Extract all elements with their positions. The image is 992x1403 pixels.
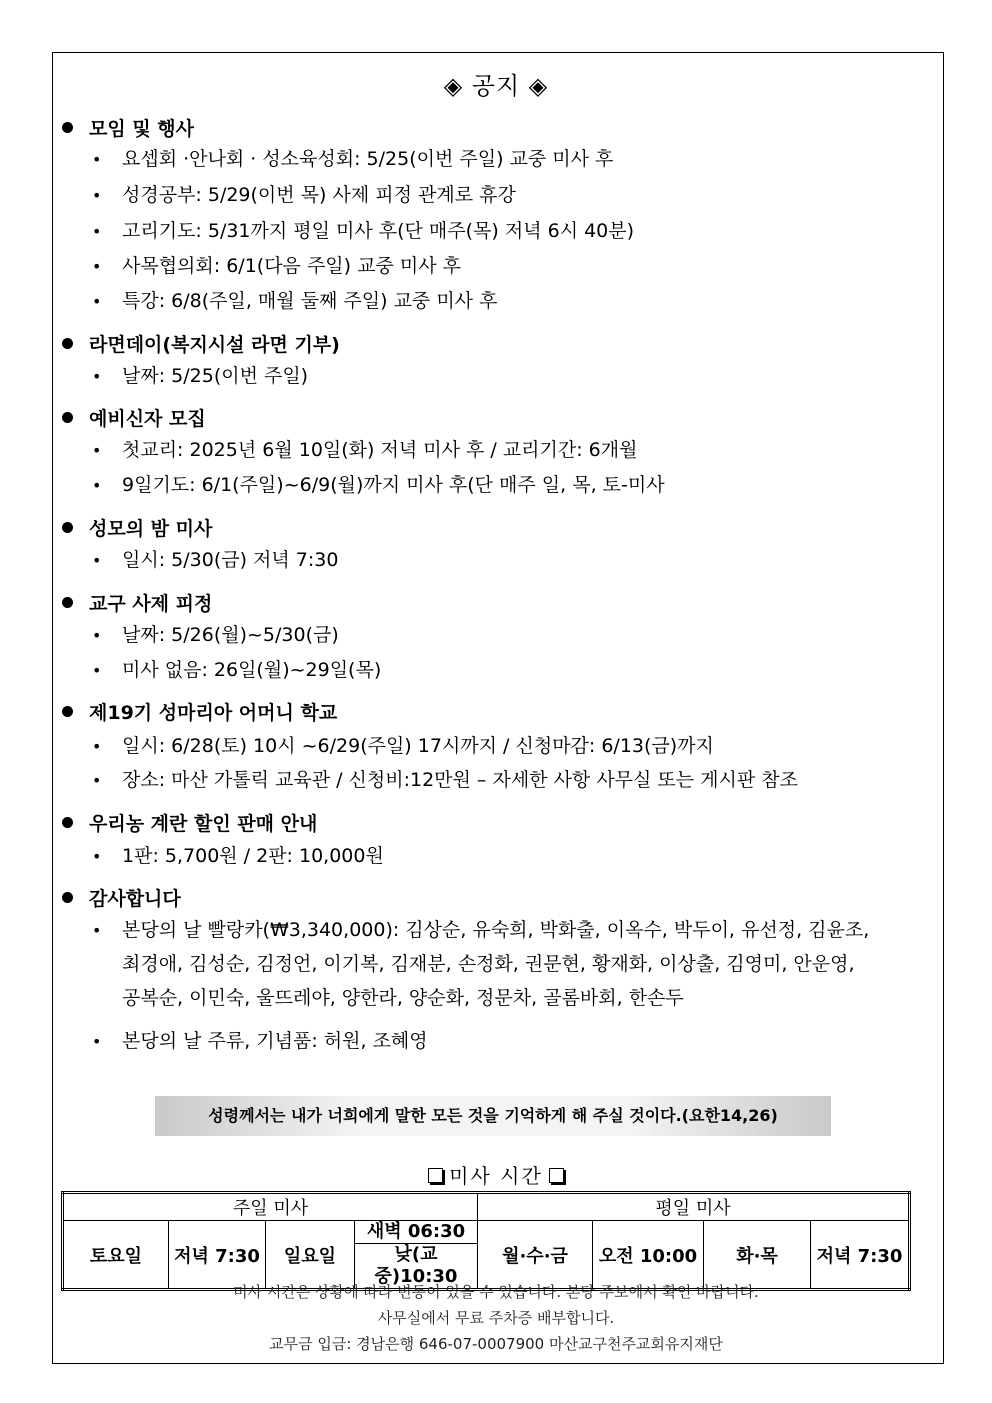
bullet-icon bbox=[62, 122, 73, 133]
list-item: • 장소: 마산 가톨릭 교육관 / 신청비:12만원 – 자세한 사항 사무실 또는 게시판 참조 bbox=[92, 769, 798, 791]
section-heading: 예비신자 모집 bbox=[62, 404, 206, 431]
bullet-icon bbox=[62, 522, 73, 533]
list-item: • 일시: 5/30(금) 저녁 7:30 bbox=[92, 549, 339, 571]
mwf-time: 오전 10:00 bbox=[593, 1221, 704, 1290]
list-item-continued: 공복순, 이민숙, 울뜨레야, 양한라, 양순화, 정문차, 골롬바회, 한손두 bbox=[122, 987, 684, 1009]
weekday-mass-header: 평일 미사 bbox=[478, 1193, 910, 1221]
footer-bank-info: 교무금 입금: 경남은행 646-07-0007900 마산교구천주교회유지재단 bbox=[269, 1335, 723, 1353]
mwf-label: 월·수·금 bbox=[478, 1221, 593, 1290]
sunday-dawn-time: 새벽 06:30 bbox=[355, 1221, 477, 1244]
footer-note: 미사 시간은 상황에 따라 변동이 있을 수 있습니다. 본당 주보에서 확인 바랍니다. bbox=[233, 1283, 759, 1301]
list-item: • 본당의 날 주류, 기념품: 허원, 조혜영 bbox=[92, 1030, 428, 1052]
footer-note: 사무실에서 무료 주차증 배부합니다. bbox=[377, 1309, 615, 1327]
section-heading: 제19기 성마리아 어머니 학교 bbox=[62, 698, 337, 725]
list-item: • 날짜: 5/26(월)~5/30(금) bbox=[92, 624, 339, 646]
sunday-mass-header: 주일 미사 bbox=[63, 1193, 478, 1221]
list-item: • 일시: 6/28(토) 10시 ~6/29(주일) 17시까지 / 신청마감: 6/13(금)까지 bbox=[92, 735, 714, 757]
bible-quote: 성령께서는 내가 너희에게 말한 모든 것을 기억하게 해 주실 것이다.(요한14,26) bbox=[155, 1096, 831, 1136]
sunday-label: 일요일 bbox=[266, 1221, 355, 1290]
list-item: • 요셉회 ·안나회 · 성소육성회: 5/25(이번 주일) 교중 미사 후 bbox=[92, 148, 614, 170]
list-item: • 특강: 6/8(주일, 매월 둘째 주일) 교중 미사 후 bbox=[92, 290, 498, 312]
list-item: • 날짜: 5/25(이번 주일) bbox=[92, 365, 309, 387]
list-item: • 사목협의회: 6/1(다음 주일) 교중 미사 후 bbox=[92, 255, 461, 277]
bullet-icon bbox=[62, 817, 73, 828]
checkbox-icon bbox=[428, 1168, 443, 1183]
sunday-noon-time: 낮(교중)10:30 bbox=[374, 1244, 458, 1287]
checkbox-icon bbox=[549, 1168, 564, 1183]
mass-times-table bbox=[61, 1191, 911, 1291]
list-item: • 본당의 날 빨랑카(₩3,340,000): 김상순, 유숙희, 박화출, 이옥수, 박두이, 유선정, 김윤조, bbox=[92, 919, 870, 941]
page-title: ◈ 공지 ◈ bbox=[443, 72, 549, 100]
section-heading: 교구 사제 피정 bbox=[62, 589, 212, 616]
section-heading: 성모의 밤 미사 bbox=[62, 514, 212, 541]
list-item: • 미사 없음: 26일(월)~29일(목) bbox=[92, 659, 382, 681]
list-item: • 9일기도: 6/1(주일)~6/9(월)까지 미사 후(단 매주 일, 목, 토-미사 bbox=[92, 474, 665, 496]
list-item: • 1판: 5,700원 / 2판: 10,000원 bbox=[92, 845, 384, 867]
saturday-time: 저녁 7:30 bbox=[169, 1221, 266, 1290]
sunday-times bbox=[355, 1221, 478, 1290]
bullet-icon bbox=[62, 412, 73, 423]
section-heading: 모임 및 행사 bbox=[62, 114, 194, 141]
tue-thu-time: 저녁 7:30 bbox=[811, 1221, 910, 1290]
bullet-icon bbox=[62, 892, 73, 903]
bullet-icon bbox=[62, 338, 73, 349]
list-item: • 고리기도: 5/31까지 평일 미사 후(단 매주(목) 저녁 6시 40분) bbox=[92, 220, 635, 242]
saturday-label: 토요일 bbox=[63, 1221, 169, 1290]
mass-times-title: 미사 시간 bbox=[0, 1160, 992, 1189]
section-heading: 감사합니다 bbox=[62, 884, 181, 911]
section-heading: 우리농 계란 할인 판매 안내 bbox=[62, 809, 317, 836]
bullet-icon bbox=[62, 597, 73, 608]
section-heading: 라면데이(복지시설 라면 기부) bbox=[62, 330, 340, 357]
list-item: • 성경공부: 5/29(이번 목) 사제 피정 관계로 휴강 bbox=[92, 184, 516, 206]
list-item-continued: 최경애, 김성순, 김정언, 이기복, 김재분, 손정화, 권문현, 황재화, 이상출, 김영미, 안운영, bbox=[122, 953, 855, 975]
tue-thu-label: 화·목 bbox=[704, 1221, 811, 1290]
bullet-icon bbox=[62, 706, 73, 717]
list-item: • 첫교리: 2025년 6월 10일(화) 저녁 미사 후 / 교리기간: 6개월 bbox=[92, 439, 638, 461]
